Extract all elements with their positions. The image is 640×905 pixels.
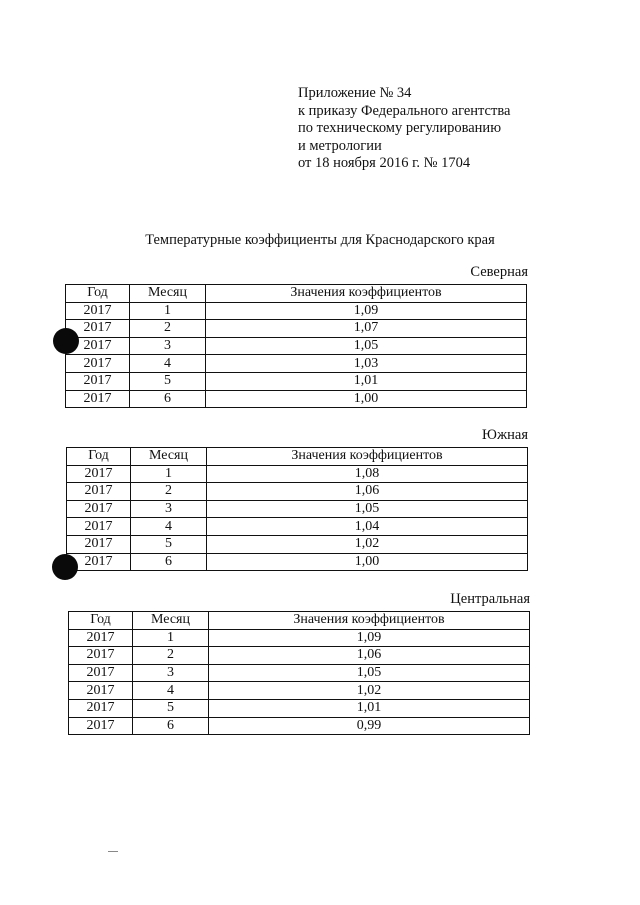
agency-line-2: и метрологии [298, 137, 382, 154]
punch-hole-bottom [52, 554, 78, 580]
coefficient-cell: 1,07 [206, 320, 527, 338]
year-cell: 2017 [69, 629, 133, 647]
column-header-year: Год [69, 612, 133, 630]
coefficient-cell: 1,09 [209, 629, 530, 647]
table-header-row [69, 612, 530, 630]
table-row [67, 535, 528, 553]
coefficient-cell: 1,02 [209, 682, 530, 700]
table-row [67, 518, 528, 536]
year-cell: 2017 [66, 355, 130, 373]
month-cell: 4 [130, 355, 206, 373]
zone-label-central: Центральная [450, 591, 530, 607]
year-cell: 2017 [67, 465, 131, 483]
coefficient-cell: 1,01 [206, 372, 527, 390]
table-row [67, 500, 528, 518]
month-cell: 4 [131, 518, 207, 536]
punch-hole-top [53, 328, 79, 354]
coefficient-cell: 1,04 [207, 518, 528, 536]
year-cell: 2017 [66, 390, 130, 408]
column-header-value: Значения коэффициентов [209, 612, 530, 630]
table-row [66, 355, 527, 373]
table-header-row [67, 448, 528, 466]
table-row [69, 629, 530, 647]
year-cell: 2017 [67, 535, 131, 553]
table-row [69, 699, 530, 717]
table-row [66, 390, 527, 408]
year-cell: 2017 [69, 647, 133, 665]
year-cell: 2017 [69, 682, 133, 700]
table-north [65, 284, 527, 408]
coefficient-cell: 1,00 [207, 553, 528, 571]
table-central [68, 611, 530, 735]
column-header-value: Значения коэффициентов [207, 448, 528, 466]
table-row [66, 337, 527, 355]
year-cell: 2017 [69, 699, 133, 717]
month-cell: 3 [130, 337, 206, 355]
column-header-year: Год [67, 448, 131, 466]
month-cell: 6 [133, 717, 209, 735]
coefficient-cell: 1,06 [207, 483, 528, 501]
coefficient-cell: 1,05 [209, 664, 530, 682]
month-cell: 5 [131, 535, 207, 553]
month-cell: 6 [131, 553, 207, 571]
year-cell: 2017 [66, 320, 130, 338]
month-cell: 2 [133, 647, 209, 665]
coefficient-cell: 1,00 [206, 390, 527, 408]
table-row [66, 302, 527, 320]
year-cell: 2017 [67, 518, 131, 536]
year-cell: 2017 [66, 337, 130, 355]
column-header-month: Месяц [130, 285, 206, 303]
month-cell: 5 [130, 372, 206, 390]
order-date: от 18 ноября 2016 г. № 1704 [298, 155, 471, 171]
column-header-month: Месяц [131, 448, 207, 466]
zone-label-north: Северная [470, 264, 528, 280]
month-cell: 2 [131, 483, 207, 501]
month-cell: 4 [133, 682, 209, 700]
year-cell: 2017 [66, 302, 130, 320]
coefficient-cell: 1,03 [206, 355, 527, 373]
coefficient-cell: 1,01 [209, 699, 530, 717]
zone-label-south: Южная [482, 427, 528, 443]
table-row [69, 664, 530, 682]
coefficient-cell: 1,09 [206, 302, 527, 320]
year-cell: 2017 [66, 372, 130, 390]
year-cell: 2017 [67, 500, 131, 518]
table-south [66, 447, 528, 571]
month-cell: 6 [130, 390, 206, 408]
month-cell: 3 [133, 664, 209, 682]
order-reference: к приказу Федерального агентства [298, 102, 511, 119]
column-header-value: Значения коэффициентов [206, 285, 527, 303]
table-row [69, 647, 530, 665]
month-cell: 1 [133, 629, 209, 647]
table-header-row [66, 285, 527, 303]
month-cell: 1 [130, 302, 206, 320]
table-row [67, 465, 528, 483]
appendix-header [298, 85, 510, 173]
table-row [67, 553, 528, 571]
column-header-month: Месяц [133, 612, 209, 630]
coefficient-cell: 0,99 [209, 717, 530, 735]
table-row [69, 717, 530, 735]
agency-line: по техническому регулированию [298, 120, 502, 136]
month-cell: 1 [131, 465, 207, 483]
scan-mark [108, 851, 118, 852]
year-cell: 2017 [67, 553, 131, 571]
coefficient-cell: 1,02 [207, 535, 528, 553]
appendix-number: Приложение № 34 [298, 85, 412, 101]
document-title: Температурные коэффициенты для Краснодарского края [145, 232, 495, 248]
month-cell: 3 [131, 500, 207, 518]
column-header-year: Год [66, 285, 130, 303]
year-cell: 2017 [69, 664, 133, 682]
month-cell: 2 [130, 320, 206, 338]
coefficient-cell: 1,06 [209, 647, 530, 665]
month-cell: 5 [133, 699, 209, 717]
table-row [67, 483, 528, 501]
table-row [66, 320, 527, 338]
year-cell: 2017 [67, 483, 131, 501]
coefficient-cell: 1,05 [207, 500, 528, 518]
coefficient-cell: 1,05 [206, 337, 527, 355]
table-row [69, 682, 530, 700]
coefficient-cell: 1,08 [207, 465, 528, 483]
table-row [66, 372, 527, 390]
year-cell: 2017 [69, 717, 133, 735]
